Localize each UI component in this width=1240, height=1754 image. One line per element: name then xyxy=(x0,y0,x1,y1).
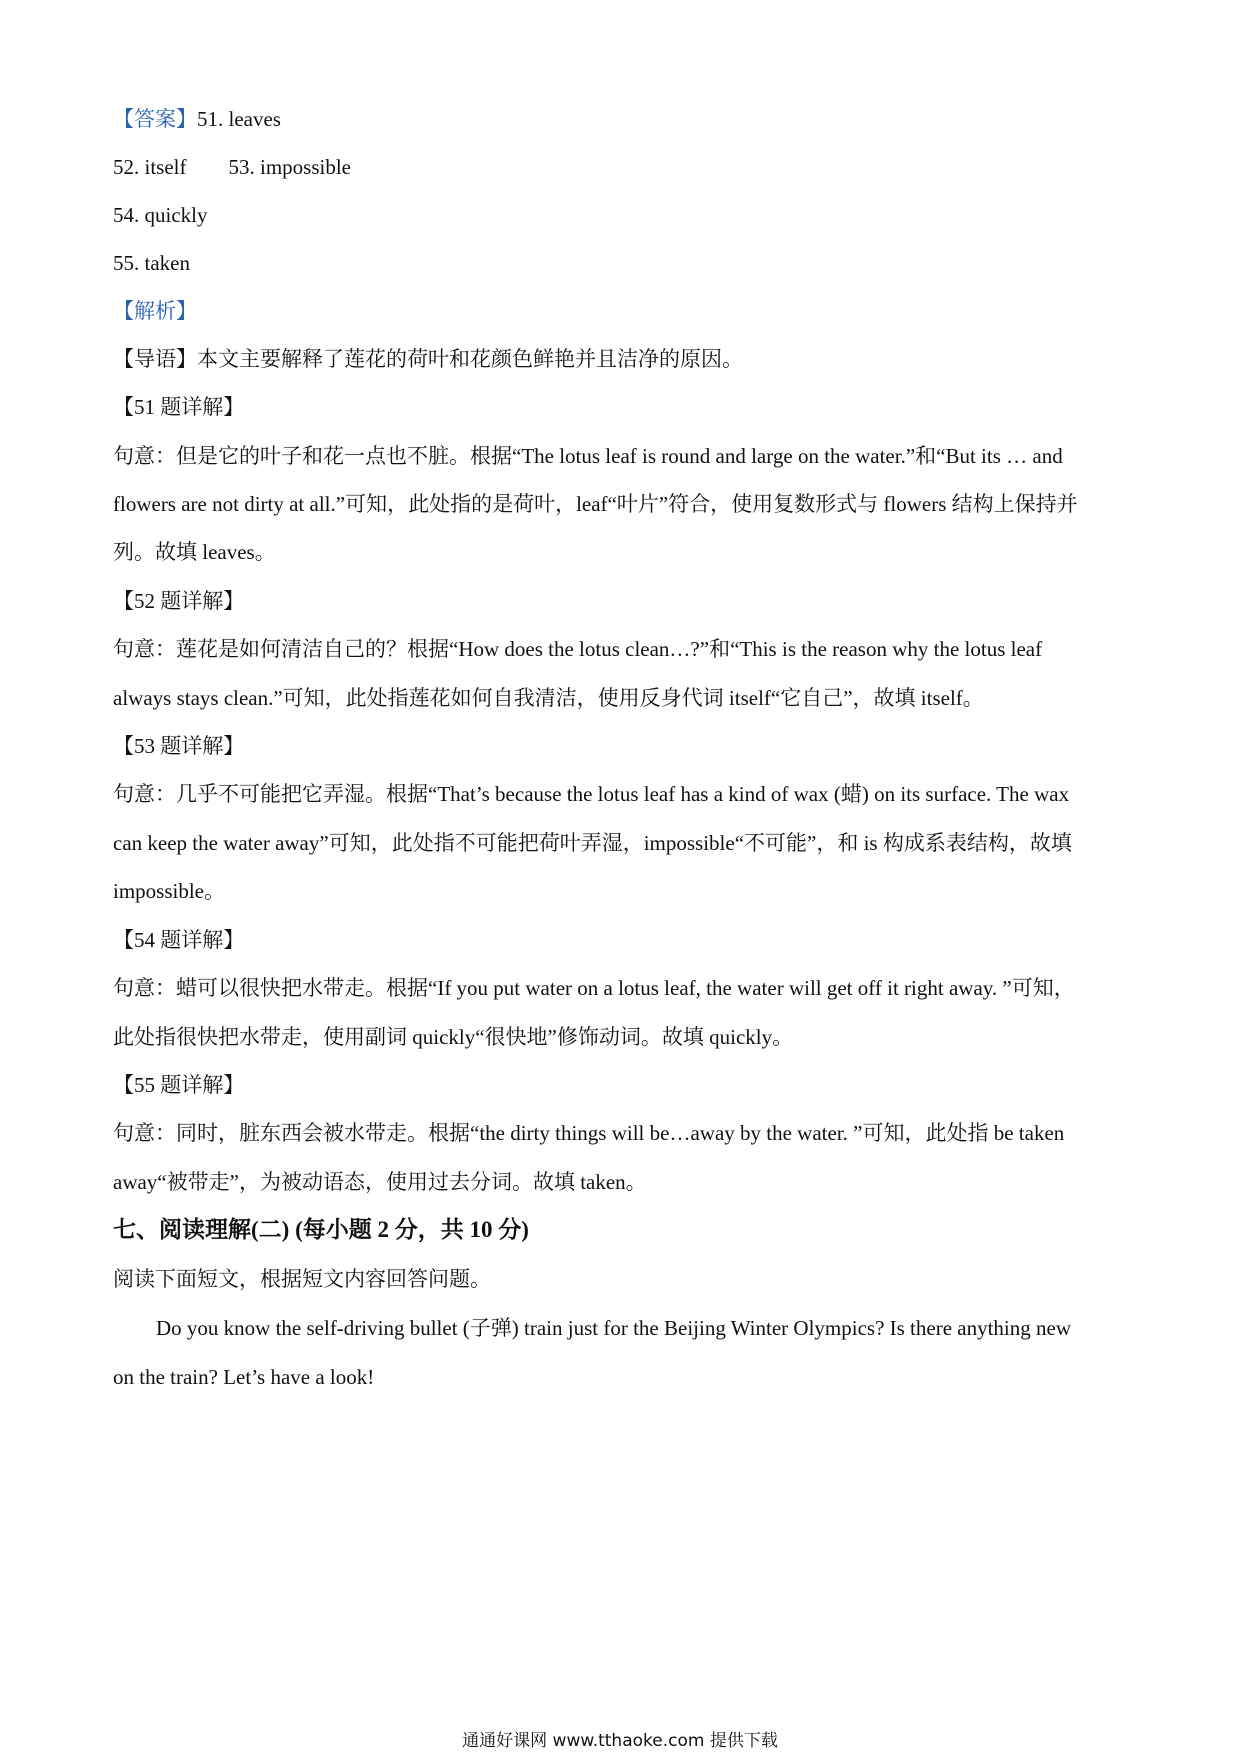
passage-line-2: on the train? Let’s have a look! xyxy=(113,1365,375,1389)
footer-source: 通通好课网 www.tthaoke.com 提供下载 xyxy=(462,1731,778,1751)
passage-line-1: Do you know the self-driving bullet (子弹) train just for the Beijing Winter Olympics? Is there anything new xyxy=(156,1316,1071,1340)
intro-text: 【导语】本文主要解释了莲花的荷叶和花颜色鲜艳并且洁净的原因。 xyxy=(113,347,743,371)
section-7-instruction: 阅读下面短文，根据短文内容回答问题。 xyxy=(113,1267,491,1291)
answer-line-52-53 xyxy=(113,152,1133,182)
q52-line-2: always stays clean.”可知，此处指莲花如何自我清洁，使用反身代词 itself“它自己”，故填 itself。 xyxy=(113,686,984,710)
q55-heading: 【55 题详解】 xyxy=(113,1073,245,1097)
q53-line-2: can keep the water away”可知，此处指不可能把荷叶弄湿，impossible“不可能”，和 is 构成系表结构，故填 xyxy=(113,831,1072,855)
q51-heading: 【51 题详解】 xyxy=(113,395,245,419)
answer-55: 55. taken xyxy=(113,251,190,275)
answer-52: 52. itself xyxy=(113,155,187,179)
q55-line-1: 句意：同时，脏东西会被水带走。根据“the dirty things will be…away by the water. ”可知，此处指 be taken xyxy=(113,1121,1065,1145)
answer-53: 53. impossible xyxy=(228,155,352,179)
q52-heading: 【52 题详解】 xyxy=(113,589,245,613)
answer-label: 【答案】 xyxy=(113,107,197,131)
q54-heading: 【54 题详解】 xyxy=(113,928,245,952)
q51-line-2: flowers are not dirty at all.”可知，此处指的是荷叶，leaf“叶片”符合，使用复数形式与 flowers 结构上保持并 xyxy=(113,492,1078,516)
answer-51: 51. leaves xyxy=(197,107,281,131)
answer-line-51 xyxy=(113,104,1133,134)
q51-line-1: 句意：但是它的叶子和花一点也不脏。根据“The lotus leaf is round and large on the water.”和“But its … and xyxy=(113,444,1063,468)
q53-line-1: 句意：几乎不可能把它弄湿。根据“That’s because the lotus leaf has a kind of wax (蜡) on its surface. The wax xyxy=(113,782,1070,806)
q55-line-2: away“被带走”，为被动语态，使用过去分词。故填 taken。 xyxy=(113,1170,647,1194)
q51-line-3: 列。故填 leaves。 xyxy=(113,540,276,564)
q54-line-2: 此处指很快把水带走，使用副词 quickly“很快地”修饰动词。故填 quickly。 xyxy=(113,1025,794,1049)
q54-line-1: 句意：蜡可以很快把水带走。根据“If you put water on a lotus leaf, the water will get off it right away. ”可知， xyxy=(113,976,1075,1000)
analysis-label: 【解析】 xyxy=(113,299,197,323)
section-7-title: 七、阅读理解(二) (每小题 2 分，共 10 分) xyxy=(113,1217,529,1242)
answer-54: 54. quickly xyxy=(113,203,208,227)
q53-line-3: impossible。 xyxy=(113,879,226,903)
q52-line-1: 句意：莲花是如何清洁自己的？根据“How does the lotus clean…?”和“This is the reason why the lotus leaf xyxy=(113,637,1043,661)
q53-heading: 【53 题详解】 xyxy=(113,734,245,758)
